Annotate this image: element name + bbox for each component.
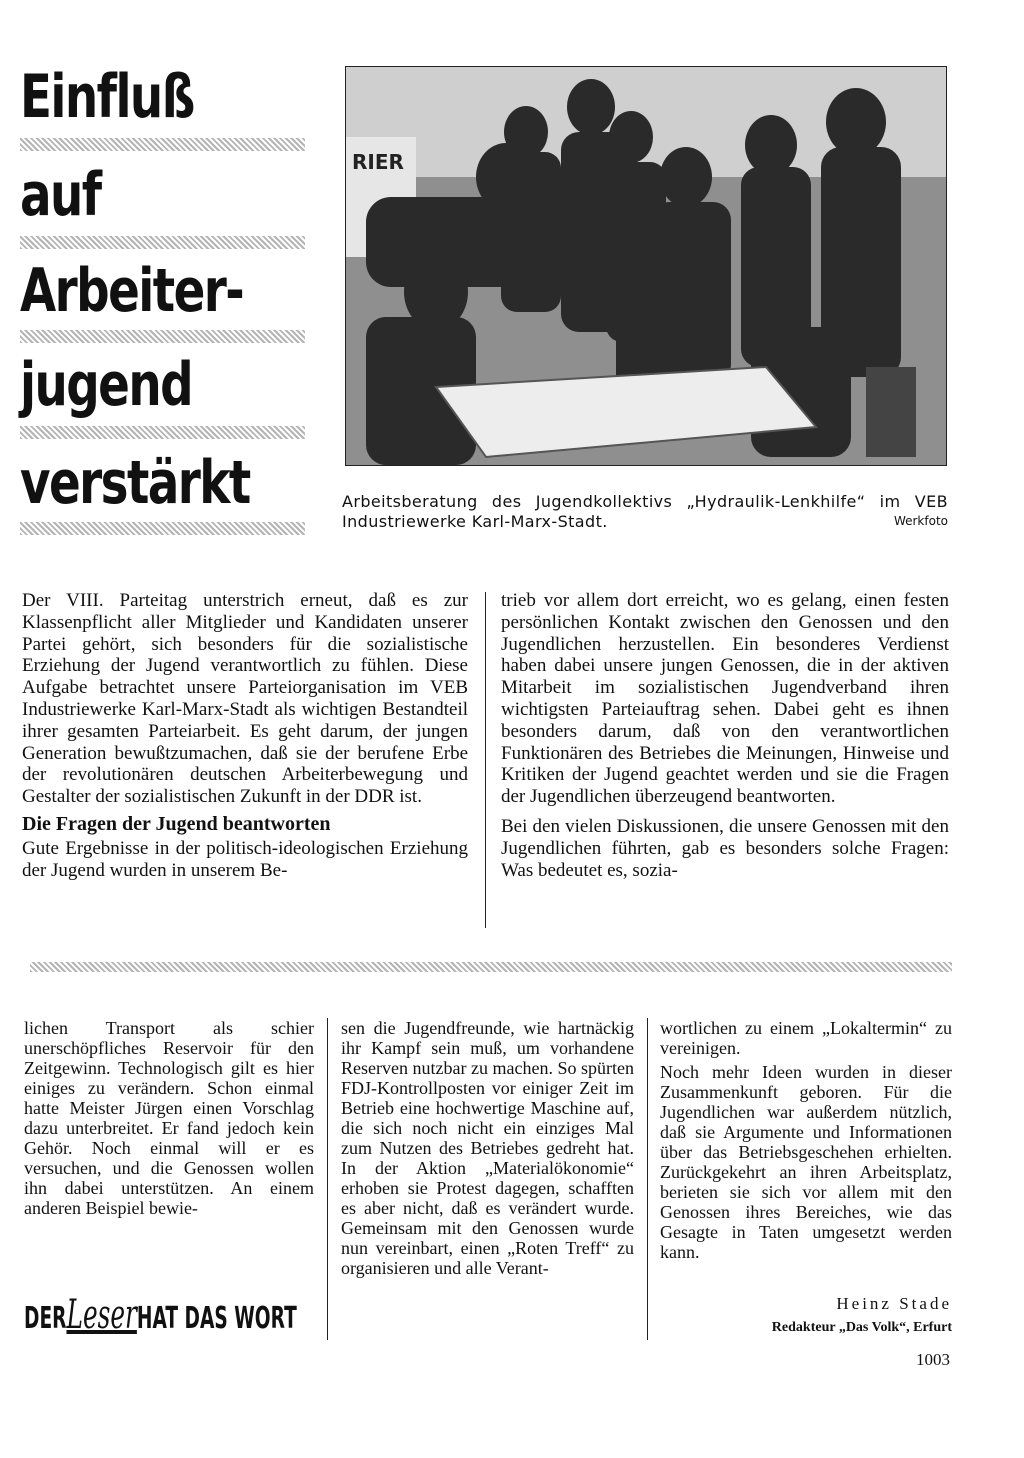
logo-script: Leser bbox=[66, 1292, 137, 1338]
logo-left: DER bbox=[24, 1301, 67, 1336]
letter-column-2 bbox=[341, 1018, 634, 1278]
photo-sign-text: RIER bbox=[352, 150, 404, 174]
letter-column-3 bbox=[660, 1018, 952, 1262]
author-name: Heinz Stade bbox=[836, 1294, 952, 1313]
headline-rule bbox=[20, 138, 305, 151]
headline-rule bbox=[20, 236, 305, 249]
headline-line-2: auf bbox=[20, 160, 101, 230]
headline-rule bbox=[20, 522, 305, 535]
section-separator bbox=[30, 962, 952, 972]
article-col2-p1: trieb vor allem dort erreicht, wo es gelang, einen festen persönlichen Kontakt zwischen den Genossen und den Jugendlichen herzustellen. Ein besonderes Verdienst haben dabei unsere jungen Genossen, die in der aktiven Mitarbeit im sozialistischen Jugendverband ihren wichtigsten Parteiauftrag sehen. Dabei geht es ihnen besonders darum, daß von den verantwortlichen Funktionären des Betriebes die Meinungen, Hinweise und Kritiken der Jugend geachtet werden und sie die Fragen der Jugendlichen überzeugend beantworten. bbox=[501, 590, 949, 808]
reader-letter-logo bbox=[24, 1292, 297, 1338]
photo-illustration bbox=[346, 67, 946, 465]
author-title: Redakteur „Das Volk“, Erfurt bbox=[771, 1320, 952, 1335]
letter-col3-p1: wortlichen zu einem „Lokaltermin“ zu vereinigen. bbox=[660, 1018, 952, 1058]
column-divider bbox=[485, 592, 486, 928]
photo-caption: Arbeitsberatung des Jugendkollektivs „Hydraulik-Lenkhilfe“ im VEB Industriewerke Karl-Marx-Stadt. bbox=[342, 492, 948, 531]
letter-column-1 bbox=[24, 1018, 314, 1218]
photo-youth-collective bbox=[345, 66, 947, 466]
page-number: 1003 bbox=[916, 1350, 950, 1369]
article-col1-tail: Gute Ergebnisse in der politisch-ideologischen Erziehung der Jugend wurden in unserem Be- bbox=[22, 837, 468, 881]
article-subhead: Die Fragen der Jugend beantworten bbox=[22, 812, 331, 835]
column-divider bbox=[327, 1018, 328, 1340]
letter-col1-text: lichen Transport als schier unerschöpfliches Reservoir für den Zeitgewinn. Technologisch gilt es hier einiges zu verändern. Schon einmal hatte Meister Jürgen einen Vorschlag dazu unterbreitet. Er fand jedoch kein Gehör. Noch einmal will er es versuchen, und die Genossen wollen ihn dabei unterstützen. An einem anderen Beispiel bewie- bbox=[24, 1018, 314, 1218]
article-col2-p2: Bei den vielen Diskussionen, die unsere Genossen mit den Jugendlichen führten, gab es besonders solche Fragen: Was bedeutet es, sozia- bbox=[501, 815, 949, 881]
column-divider bbox=[647, 1018, 648, 1340]
photo-credit: Werkfoto bbox=[893, 514, 948, 528]
headline-line-3: Arbeiter- bbox=[20, 256, 244, 326]
letter-col2-text: sen die Jugendfreunde, wie hartnäckig ihr Kampf sein muß, um vorhandene Reserven nutzbar zu machen. So spürten FDJ-Kontrollposten vor einiger Zeit im Betrieb eine hochwertige Maschine auf, die sich noch nicht ein einziges Mal zum Nutzen des Betriebes gedreht hat. In der Aktion „Materialökonomie“ erhoben sie Protest dagegen, schafften es aber nicht, daß es verändert wurde. Gemeinsam mit den Genossen wurde nun vereinbart, einen „Roten Treff“ zu organisieren und alle Verant- bbox=[341, 1018, 634, 1278]
headline-line-5: verstärkt bbox=[20, 448, 250, 518]
headline-line-1: Einfluß bbox=[20, 62, 194, 132]
headline-line-4: jugend bbox=[20, 350, 193, 420]
headline-rule bbox=[20, 330, 305, 343]
article-intro: Der VIII. Parteitag unterstrich erneut, daß es zur Klassenpflicht aller Mitglieder und Kandidaten unserer Partei gehört, sich besonders für die sozialistische Erziehung der Jugend verantwortlich zu fühlen. Diese Aufgabe betrachtet unsere Parteiorganisation im VEB Industriewerke Karl-Marx-Stadt als wichtigen Bestandteil ihrer gesamten Parteiarbeit. Es geht darum, der jungen Generation bewußtzumachen, daß sie der berufene Erbe der revolutionären deutschen Arbeiterbewegung und Gestalter der sozialistischen Zukunft in der DDR ist. bbox=[22, 590, 468, 808]
letter-col3-p2: Noch mehr Ideen wurden in dieser Zusammenkunft geboren. Für die Jugendlichen war außerdem nützlich, daß sie Argumente und Informationen über das Betriebsgeschehen erhielten. Zurückgekehrt an ihren Arbeitsplatz, berieten sie sich vor allem mit den Genossen ihres Bereiches, wie das Gesagte in Taten umgesetzt werden kann. bbox=[660, 1062, 952, 1262]
article-column-1 bbox=[22, 590, 468, 881]
article-column-2 bbox=[501, 590, 949, 881]
logo-right: HAT DAS WORT bbox=[136, 1301, 297, 1336]
headline-rule bbox=[20, 426, 305, 439]
